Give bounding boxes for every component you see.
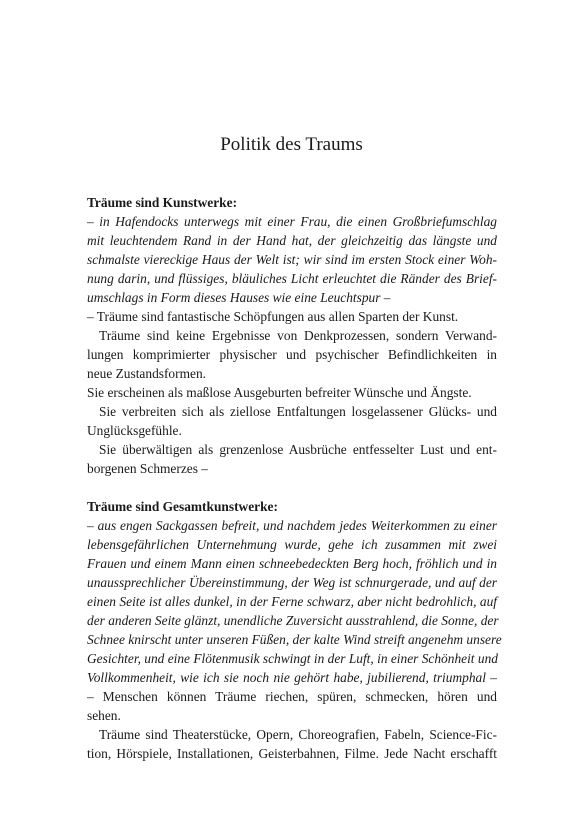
section-heading: Träume sind Gesamtkunstwerke: [87,499,278,514]
dream-description-line: der anderen Seite glänzt, unendliche Zuversicht ausstrahlend, die Sonne, der [87,613,499,628]
dream-description-line: Gesichter, und eine Flötenmusik schwingt in der Luft, in einer Schönheit und [87,651,498,666]
section-heading: Träume sind Kunstwerke: [87,195,238,210]
body-text-line: sehen. [87,708,121,723]
body-text-line: – Menschen können Träume riechen, spüren, schmecken, hören und [87,689,497,704]
dream-description-line: einen Seite ist alles dunkel, in der Ferne schwarz, aber nicht bedrohlich, auf [87,594,497,609]
body-text-line: Sie verbreiten sich als ziellose Entfaltungen losgelassener Glücks- und [99,404,497,419]
body-text-line: Träume sind Theaterstücke, Opern, Choreografien, Fabeln, Science-Fic- [99,727,497,742]
body-text-line: Träume sind keine Ergebnisse von Denkprozessen, sondern Verwand- [99,328,497,343]
dream-description-line: – aus engen Sackgassen befreit, und nachdem jedes Weiterkommen zu einer [87,518,497,533]
body-text-line: Sie überwältigen als grenzenlose Ausbrüche entfesselter Lust und ent- [99,442,497,457]
dream-description-line: schmalste viereckige Haus der Welt ist; wir sind im ersten Stock einer Woh- [87,252,497,267]
dream-description-line: umschlags in Form dieses Hauses wie eine Leuchtspur – [87,290,391,305]
dream-description-line: Vollkommenheit, wie ich sie noch nie gehört habe, jubilierend, triumphal – [87,670,497,685]
dream-description-line: lebensgefährlichen Unternehmung wurde, gehe ich zusammen mit zwei [87,537,497,552]
dream-description-line: unaussprechlicher Übereinstimmung, der Weg ist schnurgerade, und auf der [87,575,497,590]
body-text-line: borgenen Schmerzes – [87,461,208,476]
dream-description-line: Schnee knirscht unter unseren Füßen, der kalte Wind streift angenehm unsere [87,632,502,647]
body-text-line: – Träume sind fantastische Schöpfungen aus allen Sparten der Kunst. [87,309,459,324]
dream-description-line: Frauen und einem Mann einen schneebedeckten Berg hoch, fröhlich und in [87,556,497,571]
body-text-line: Unglücksgefühle. [87,423,182,438]
page-title: Politik des Traums [220,134,363,155]
dream-description-line: mit leuchtendem Rand in der Hand hat, der gleichzeitig das längste und [87,233,497,248]
dream-description-line: nung darin, und flüssiges, bläuliches Licht erleuchtet die Ränder des Brief- [87,271,497,286]
body-text-line: neue Zustandsformen. [87,366,206,381]
body-text-line: lungen komprimierter physischer und psychischer Befindlichkeiten in [87,347,497,362]
body-text-line: Sie erscheinen als maßlose Ausgeburten befreiter Wünsche und Ängste. [87,385,472,400]
body-text-line: tion, Hörspiele, Installationen, Geisterbahnen, Filme. Jede Nacht erschafft [87,746,497,761]
dream-description-line: – in Hafendocks unterwegs mit einer Frau, die einen Großbriefumschlag [87,214,497,229]
